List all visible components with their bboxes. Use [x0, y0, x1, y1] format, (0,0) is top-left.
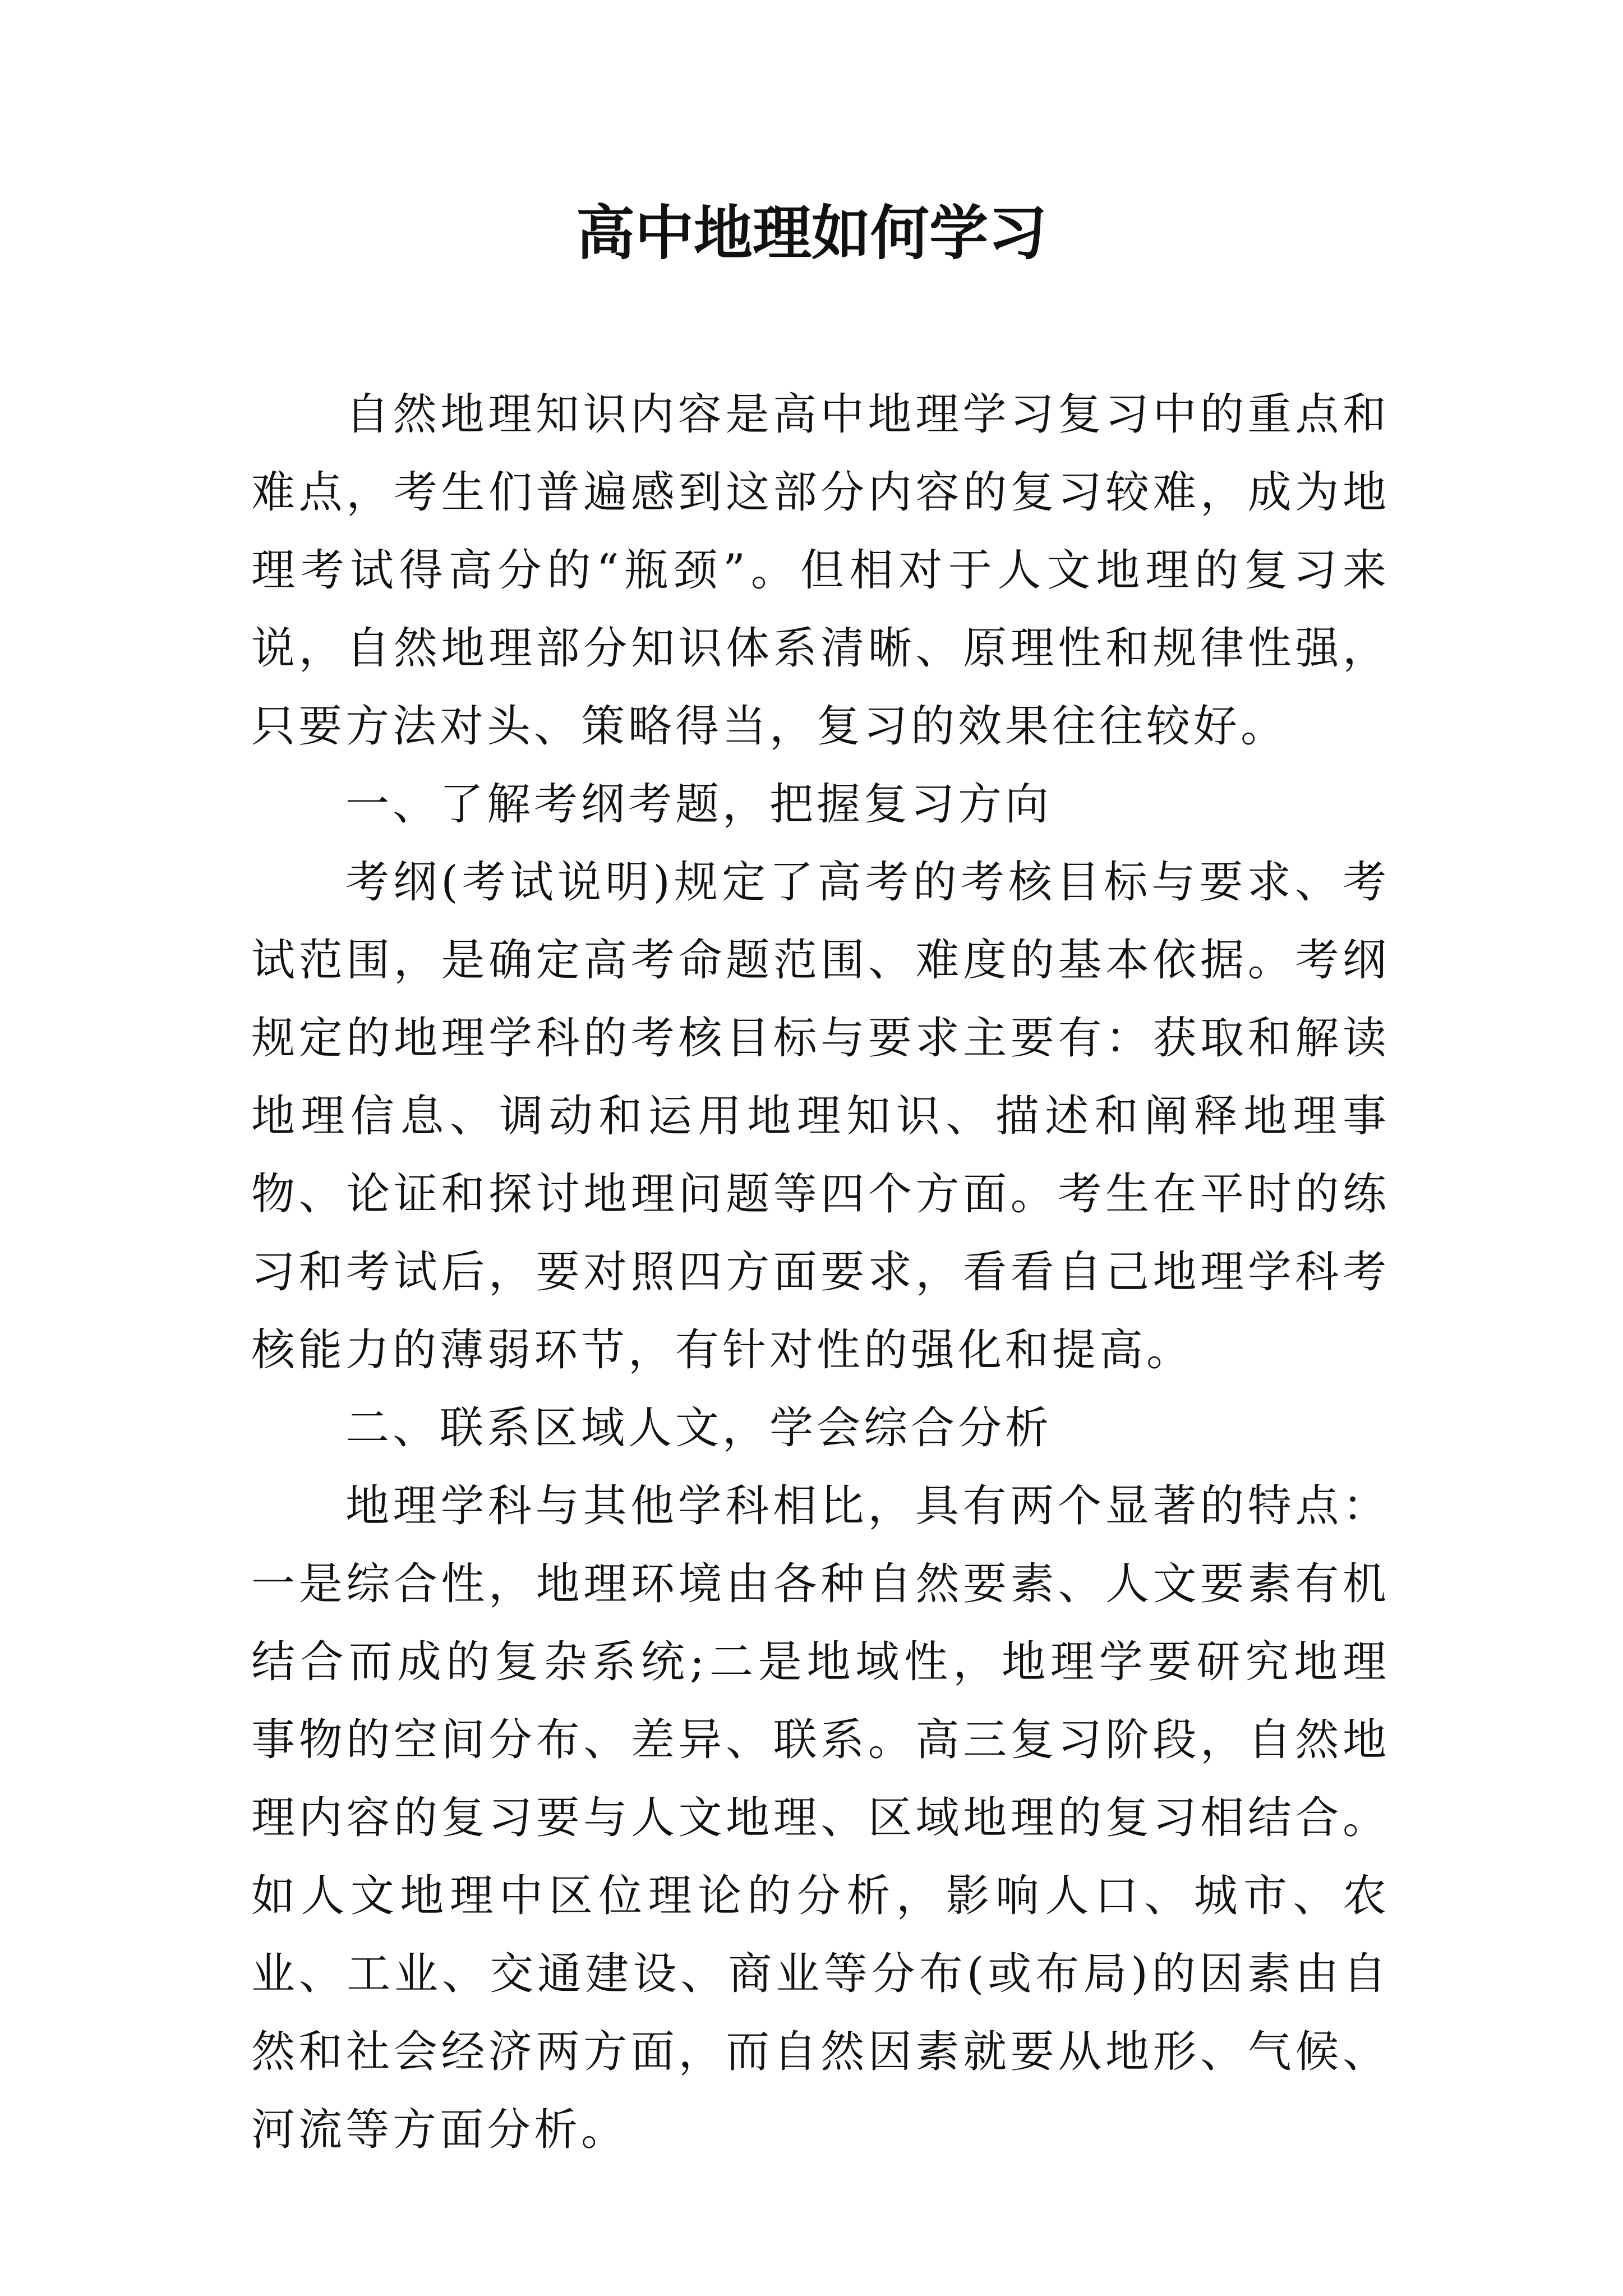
section-heading-2: 二、联系区域人文，学会综合分析 — [345, 1403, 1053, 1453]
section-paragraph-2: 地理学科与其他学科相比，具有两个显著的特点：一是综合性，地理环境由各种自然要素、人文要素有机结合而成的复杂系统;二是地域性，地理学要研究地理事物的空间分布、差异、联系。高三复习阶段，自然地理内容的复习要与人文地理、区域地理的复习相结合。如人文地理中区位理论的分析，影响人口、城市、农业、工业、交通建设、商业等分布(或布局)的因素由自然和社会经济两方面，而自然因素就要从地形、气候、河流等方面分析。 — [251, 1481, 1390, 2155]
section-paragraph-1: 考纲(考试说明)规定了高考的考核目标与要求、考试范围，是确定高考命题范围、难度的基本依据。考纲规定的地理学科的考核目标与要求主要有：获取和解读地理信息、调动和运用地理知识、描述和阐释地理事物、论证和探讨地理问题等四个方面。考生在平时的练习和考试后，要对照四方面要求，看看自己地理学科考核能力的薄弱环节，有针对性的强化和提高。 — [251, 857, 1390, 1375]
document-body — [251, 376, 1390, 2169]
section-heading-1: 一、了解考纲考题，把握复习方向 — [345, 779, 1053, 830]
document-title: 高中地理如何学习 — [575, 198, 1047, 268]
intro-paragraph: 自然地理知识内容是高中地理学习复习中的重点和难点，考生们普遍感到这部分内容的复习较难，成为地理考试得高分的“瓶颈”。但相对于人文地理的复习来说，自然地理部分知识体系清晰、原理性和规律性强，只要方法对头、策略得当，复习的效果往往较好。 — [251, 389, 1390, 752]
